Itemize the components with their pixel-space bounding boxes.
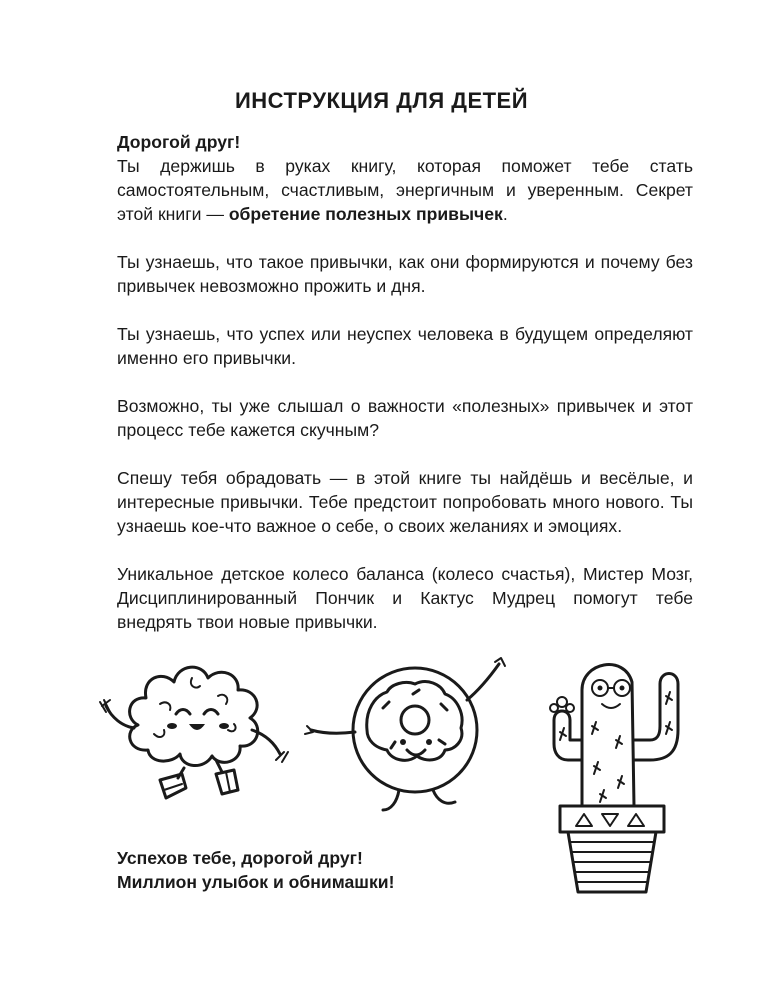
donut-character-illustration xyxy=(295,630,535,830)
paragraph-1-start: Ты держишь в руках книгу, которая поможет тебе стать самостоятельным, счастливым, энергичным и уверенным. Секрет этой книги — xyxy=(117,156,693,224)
cactus-character-illustration xyxy=(540,630,680,900)
greeting xyxy=(117,130,693,154)
closing-line-2: Миллион улыбок и обнимашки! xyxy=(117,872,395,892)
closing-line-1: Успехов тебе, дорогой друг! xyxy=(117,848,363,868)
paragraph-5: Спешу тебя обрадовать — в этой книге ты найдёшь и весёлые, и интересные привычки. Тебе предстоит попробовать много нового. Ты узнаешь кое-что важное о себе, о своих желаниях и эмоциях. xyxy=(117,468,693,536)
paragraph-2: Ты узнаешь, что такое привычки, как они формируются и почему без привычек невозможно прожить и дня. xyxy=(117,252,693,296)
brain-character-illustration xyxy=(88,630,288,820)
paragraph-1 xyxy=(117,154,693,226)
greeting-text: Дорогой друг! xyxy=(117,132,241,152)
paragraph-1-end: . xyxy=(502,204,508,224)
closing-message xyxy=(117,846,537,894)
paragraph-6: Уникальное детское колесо баланса (колесо счастья), Мистер Мозг, Дисциплинированный Пончик и Кактус Мудрец помогут тебе внедрять твои новые привычки. xyxy=(117,564,693,632)
paragraph-4: Возможно, ты уже слышал о важности «полезных» привычек и этот процесс тебе кажется скучным? xyxy=(117,396,693,440)
page-title: ИНСТРУКЦИЯ ДЛЯ ДЕТЕЙ xyxy=(234,88,529,113)
paragraph-3: Ты узнаешь, что успех или неуспех человека в будущем определяют именно его привычки. xyxy=(117,324,693,368)
body-text xyxy=(117,130,693,658)
paragraph-1-bold: обретение полезных привычек xyxy=(228,204,503,224)
